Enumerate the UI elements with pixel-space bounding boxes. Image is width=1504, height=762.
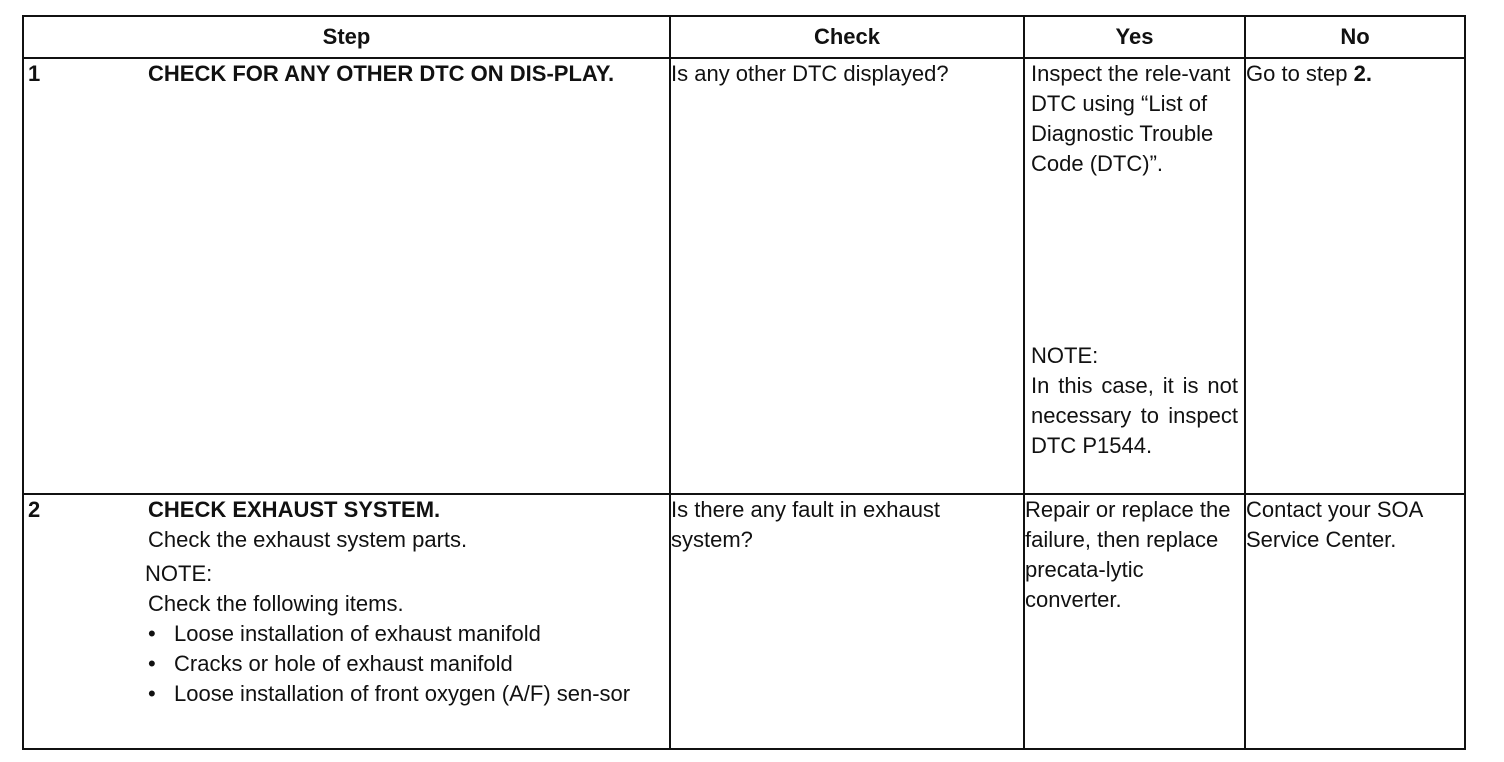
- no-action-step: 2.: [1353, 61, 1372, 86]
- list-item: [148, 679, 661, 709]
- step-title: CHECK FOR ANY OTHER DTC ON DIS-PLAY.: [148, 61, 615, 86]
- step-text: Check the exhaust system parts.: [148, 527, 468, 552]
- yes-note-text: In this case, it is not necessary to inspect DTC P1544.: [1031, 373, 1238, 458]
- table-row: [23, 494, 1465, 749]
- check-question: Is any other DTC displayed?: [671, 61, 949, 86]
- note-label: NOTE:: [145, 561, 213, 586]
- note-text: Check the following items.: [148, 591, 404, 616]
- no-action: Contact your SOA Service Center.: [1246, 497, 1423, 552]
- yes-cell: [1024, 58, 1245, 494]
- step-number: 1: [28, 61, 41, 86]
- list-item-text: Loose installation of exhaust manifold: [174, 621, 541, 646]
- list-item-text: Cracks or hole of exhaust manifold: [174, 651, 513, 676]
- list-item: [148, 649, 661, 679]
- bullet-icon: •: [148, 651, 156, 676]
- list-item: [148, 619, 661, 649]
- diagnostic-table: [22, 15, 1466, 750]
- bullet-icon: •: [148, 681, 156, 706]
- yes-action: Inspect the rele-vant DTC using “List of Diagnostic Trouble Code (DTC)”.: [1031, 61, 1231, 176]
- step-number: 2: [28, 497, 41, 522]
- header-no: No: [1245, 16, 1465, 58]
- check-cell: [670, 494, 1024, 749]
- step-title: CHECK EXHAUST SYSTEM.: [148, 497, 441, 522]
- yes-action: Repair or replace the failure, then replace precata-lytic converter.: [1025, 497, 1231, 612]
- table-row: [23, 58, 1465, 494]
- bullet-icon: •: [148, 621, 156, 646]
- no-cell: [1245, 58, 1465, 494]
- step-cell: [23, 494, 670, 749]
- yes-note-label: NOTE:: [1031, 343, 1099, 368]
- header-step: Step: [23, 16, 670, 58]
- header-row: [23, 16, 1465, 58]
- no-cell: [1245, 494, 1465, 749]
- header-yes: Yes: [1024, 16, 1245, 58]
- list-item-text: Loose installation of front oxygen (A/F) sen-sor: [174, 681, 631, 706]
- yes-cell: [1024, 494, 1245, 749]
- no-action-prefix: Go to step: [1246, 61, 1354, 86]
- header-check: Check: [670, 16, 1024, 58]
- check-cell: [670, 58, 1024, 494]
- check-question: Is there any fault in exhaust system?: [671, 497, 941, 552]
- step-cell: [23, 58, 670, 494]
